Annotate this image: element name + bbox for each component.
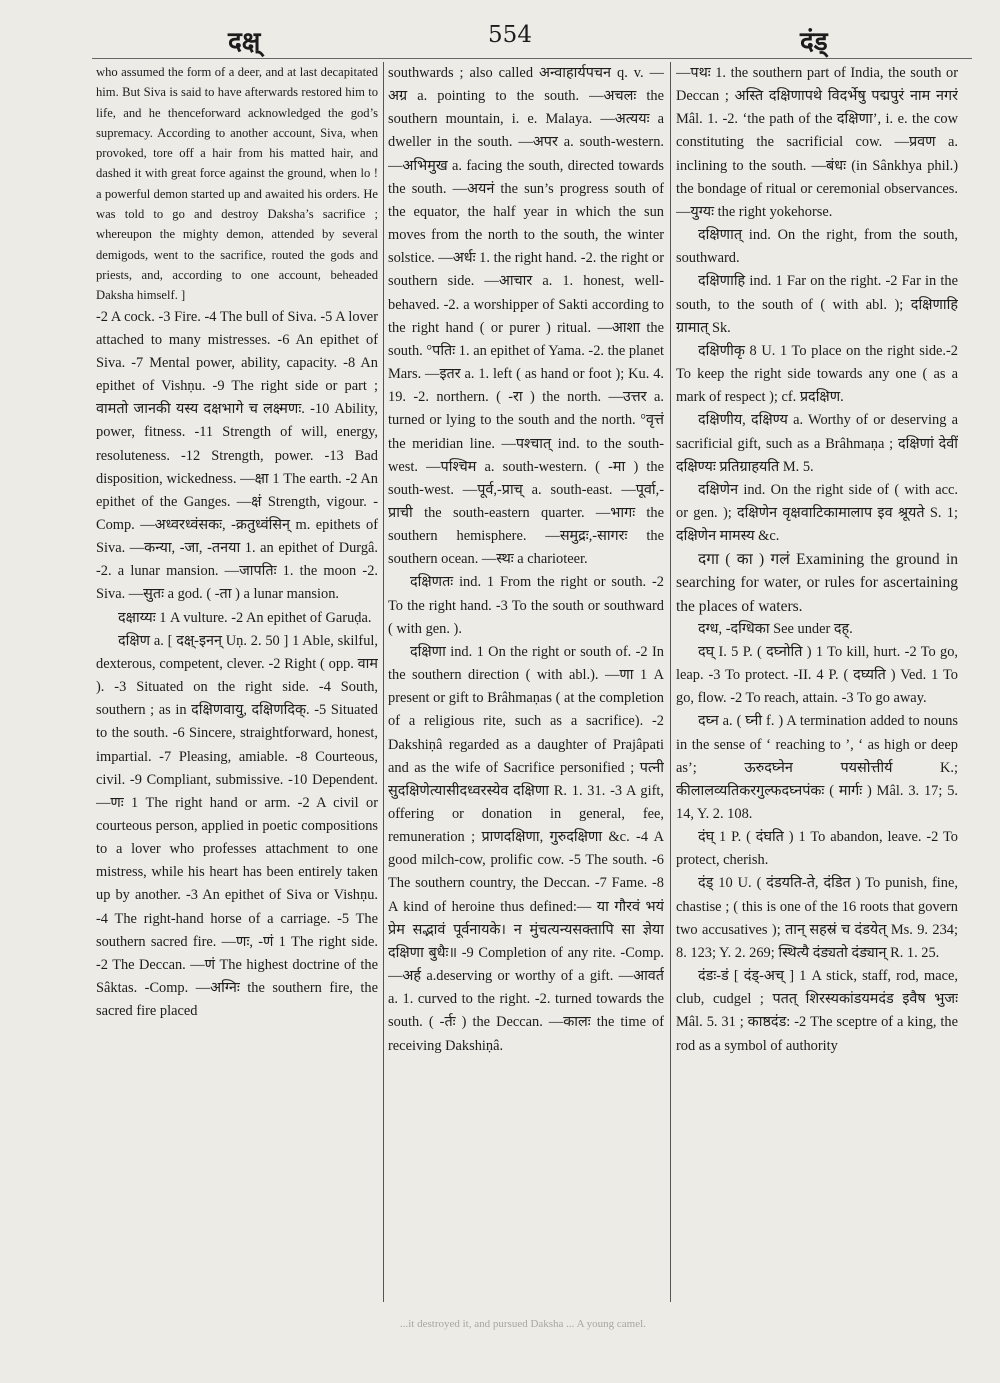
dictionary-entry: दक्षिण a. [ दक्ष्-इनन् Uṇ. 2. 50 ] 1 Able, skilful, dexterous, competent, clever. -2 Right ( opp. वाम ). -3 Situated on the right side. -4 South, southern ; as in दक्षिणवायु, दक्षिणदिक्. -5 Situated to the south. -6 Sincere, straightforward, honest, impartial. -7 Pleasing, amiable. -8 Courteous, civil. -9 Compliant, submissive. -10 Dependent. —णः 1 The right hand or arm. -2 A civil or courteous person, applied in poetic compositions to a lover who professes attachment to one mistress, while his heart has been entirely taken up by another. -3 An epithet of Siva or Vishṇu. -4 The right-hand horse of a carriage. -5 The southern sacred fire. —णः, -णं 1 The right side. -2 The Deccan. —णं The highest doctrine of the Sâktas. -Comp. —अग्निः the southern fire, the sacred fire placed: [96, 632, 378, 1020]
column-divider: [383, 62, 384, 1302]
dictionary-entry: दघ् I. 5 P. ( दघ्नोति ) 1 To kill, hurt. -2 To go, leap. -3 To protect. -II. 4 P. ( दघ्यति ) Ved. 1 To go, flow. -2 To reach, attain. -3 To go away.: [676, 643, 958, 707]
dictionary-entry: दक्षिणतः ind. 1 From the right or south. -2 To the right hand. -3 To the south or southward ( with gen. ).: [388, 574, 664, 637]
dictionary-entry: दक्षिणीकृ 8 U. 1 To place on the right side.-2 To keep the right side towards any one ( as a mark of respect ); cf. प्रदक्षिण.: [676, 342, 958, 406]
column-3: [676, 62, 958, 1302]
column-2: [388, 62, 664, 1302]
dictionary-entry: दक्षिणा ind. 1 On the right or south of. -2 In the southern direction ( with abl.). —णा 1 A present or gift to Brâhmaṇas ( at the completion of a religious rite, such as a sacrifice). -2 Dakshiṇâ regarded as a daughter of Prajâpati and as the wife of Sacrifice personified ; पत्नी सुदक्षिणेत्यासीदध्वरस्येव दक्षिणा R. 1. 31. -3 A gift, offering or donation in general, fee, remuneration ; प्राणदक्षिणा, गुरुदक्षिणा &c. -4 A good milch-cow, prolific cow. -5 The south. -6 The southern country, the Deccan. -7 Fame. -8 A kind of heroine thus defined:— या गौरवं भयं प्रेम सद्भावं पूर्वनायके। न मुंचत्यन्यसक्तापि सा ज्ञेया दक्षिणा बुधैः॥ -9 Completion of any rite. -Comp. —अर्ह a.deserving or worthy of a gift. —आवर्त a. 1. curved to the right. -2. turned towards the south. ( -र्तः ) the Deccan. —कालः the time of receiving Dakshiṇâ.: [388, 643, 664, 1054]
header-rule: [92, 58, 972, 59]
dictionary-entry: दंडः-डं [ दंड्-अच् ] 1 A stick, staff, rod, mace, club, cudgel ; पतत् शिरस्यकांडयमदंड इवैष भुजः Mâl. 5. 31 ; काष्ठदंड: -2 The sceptre of a king, the rod as a symbol of authority: [676, 968, 958, 1054]
dictionary-entry: दक्षाय्यः 1 A vulture. -2 An epithet of Garuḍa.: [118, 609, 372, 626]
dictionary-entry: -2 A cock. -3 Fire. -4 The bull of Siva. -5 A lover attached to many mistresses. -6 An epithet of Siva. -7 Mental power, ability, capacity. -8 An epithet of Vishṇu. -9 The right side or part ; वामतो जानकी यस्य दक्षभागे च लक्ष्मणः. -10 Ability, power, fitness. -11 Strength of will, energy, resoluteness. -12 Strength, power. -13 Bad disposition, wickedness. —क्षा 1 The earth. -2 An epithet of the Ganges. —क्षं Strength, vigour. -Comp. —अध्वरध्वंसकः, -क्रतुध्वंसिन् m. epithets of Siva. —कन्या, -जा, -तनया 1. an epithet of Durgâ. -2. a lunar mansion. —जापतिः 1. the moon -2. Siva. —सुतः a god. ( -ता ) a lunar mansion.: [96, 308, 378, 603]
entry-continuation: southwards ; also called अन्वाहार्यपचन q. v. —अग्र a. pointing to the south. —अचलः the southern mountain, i. e. Malaya. —अत्ययः a dweller in the south. —अपर a. south-western. —अभिमुख a. facing the south, directed towards the south. —अयनं the sun’s progress south of the equator, the half year in which the sun moves from the north to the south, the winter solstice. —अर्धः 1. the right hand. -2. the right or southern side. —आचार a. 1. honest, well-behaved. -2. a worshipper of Sakti according to the right hand ( or purer ) ritual. —आशा the south. °पतिः 1. an epithet of Yama. -2. the planet Mars. —इतर a. 1. left ( as hand or foot ); Ku. 4. 19. -2. northern. ( -रा ) the north. —उत्तर a. turned or lying to the south and the north. °वृत्तं the meridian line. —पश्चात् ind. to the south-west. —पश्चिम a. south-western. ( -मा ) the south-west. —पूर्व,-प्राच् a. south-east. —पूर्वा,-प्राची the south-eastern quarter. —भागः the southern hemisphere. —समुद्रः,-सागरः the southern ocean. —स्थः a charioteer.: [388, 65, 664, 568]
dictionary-entry: दगा ( का ) गलं Examining the ground in searching for water, or rules for ascertaining the places of waters.: [676, 551, 958, 615]
entry-continuation: who assumed the form of a deer, and at last decapitated him. But Siva is said to have afterwards restored him to life, and he thenceforward acknowledged the god’s supremacy. According to another account, Siva, when provoked, tore off a hair from his matted hair, and dashed it with great force against the ground, when lo ! a powerful demon started up and awaited his orders. He was told to go and destroy Daksha’s sacrifice ; whereupon the mighty demon, attended by several demigods, went to the sacrifice, routed the gods and priests, and, according to one account, beheaded Daksha himself. ]: [96, 65, 378, 303]
show-through-text: ...it destroyed it, and pursued Daksha ... A young camel.: [400, 1318, 646, 1330]
dictionary-entry: दक्षिणीय, दक्षिण्य a. Worthy of or deserving a sacrificial gift, such as a Brâhmaṇa ; दक्षिणां देवीं दक्षिण्यः प्रतिग्राहयति M. 5.: [676, 412, 958, 475]
left-guide-word: दक्ष्: [228, 27, 261, 57]
dictionary-entry: दग्ध, -दग्धिका See under दह्.: [698, 620, 853, 637]
page-number: 554: [488, 22, 532, 48]
dictionary-entry: दक्षिणात् ind. On the right, from the south, southward.: [676, 227, 958, 267]
dictionary-entry: दंड् 10 U. ( दंडयति-ते, दंडित ) To punish, fine, chastise ; ( this is one of the 16 roots that govern two accusatives ); तान् सहस्रं च दंडयेत् Ms. 9. 234; 8. 123; Y. 2. 269; स्थित्यै दंड्यतो दंड्यान् R. 1. 25.: [676, 875, 958, 961]
dictionary-entry: दक्षिणेन ind. On the right side of ( with acc. or gen. ); दक्षिणेन वृक्षवाटिकामालाप इव श्रूयते S. 1; दक्षिणेन मामस्य &c.: [676, 481, 958, 545]
dictionary-entry: दक्षिणाहि ind. 1 Far on the right. -2 Far in the south, to the south of ( with abl. ); दक्षिणाहि ग्रामात् Sk.: [676, 273, 958, 336]
column-1: [96, 62, 378, 1302]
right-guide-word: दंड्: [800, 27, 828, 57]
column-divider: [670, 62, 671, 1302]
dictionary-entry: दघ्न a. ( घ्नी f. ) A termination added to nouns in the sense of ‘ reaching to ’, ‘ as high or deep as’; ऊरुदघ्नेन पयसोत्तीर्य K.; कीलालव्यतिकरगुल्फदघ्नपंकः ( मार्गः ) Mâl. 3. 17; 5. 14, Y. 2. 108.: [676, 713, 958, 822]
entry-continuation: —पथः 1. the southern part of India, the south or Deccan ; अस्ति दक्षिणापथे विदर्भेषु पद्मपुरं नाम नगरं Mâl. 1. -2. ‘the path of the दक्षिणा’, i. e. the cow constituting the sacrificial cow. —प्रवण a. inclining to the south. —बंधः (in Sânkhya phil.) the bondage of ritual or ceremonial observances. —युग्यः the right yokehorse.: [676, 65, 958, 220]
dictionary-entry: दंघ् 1 P. ( दंघति ) 1 To abandon, leave. -2 To protect, cherish.: [676, 829, 958, 869]
